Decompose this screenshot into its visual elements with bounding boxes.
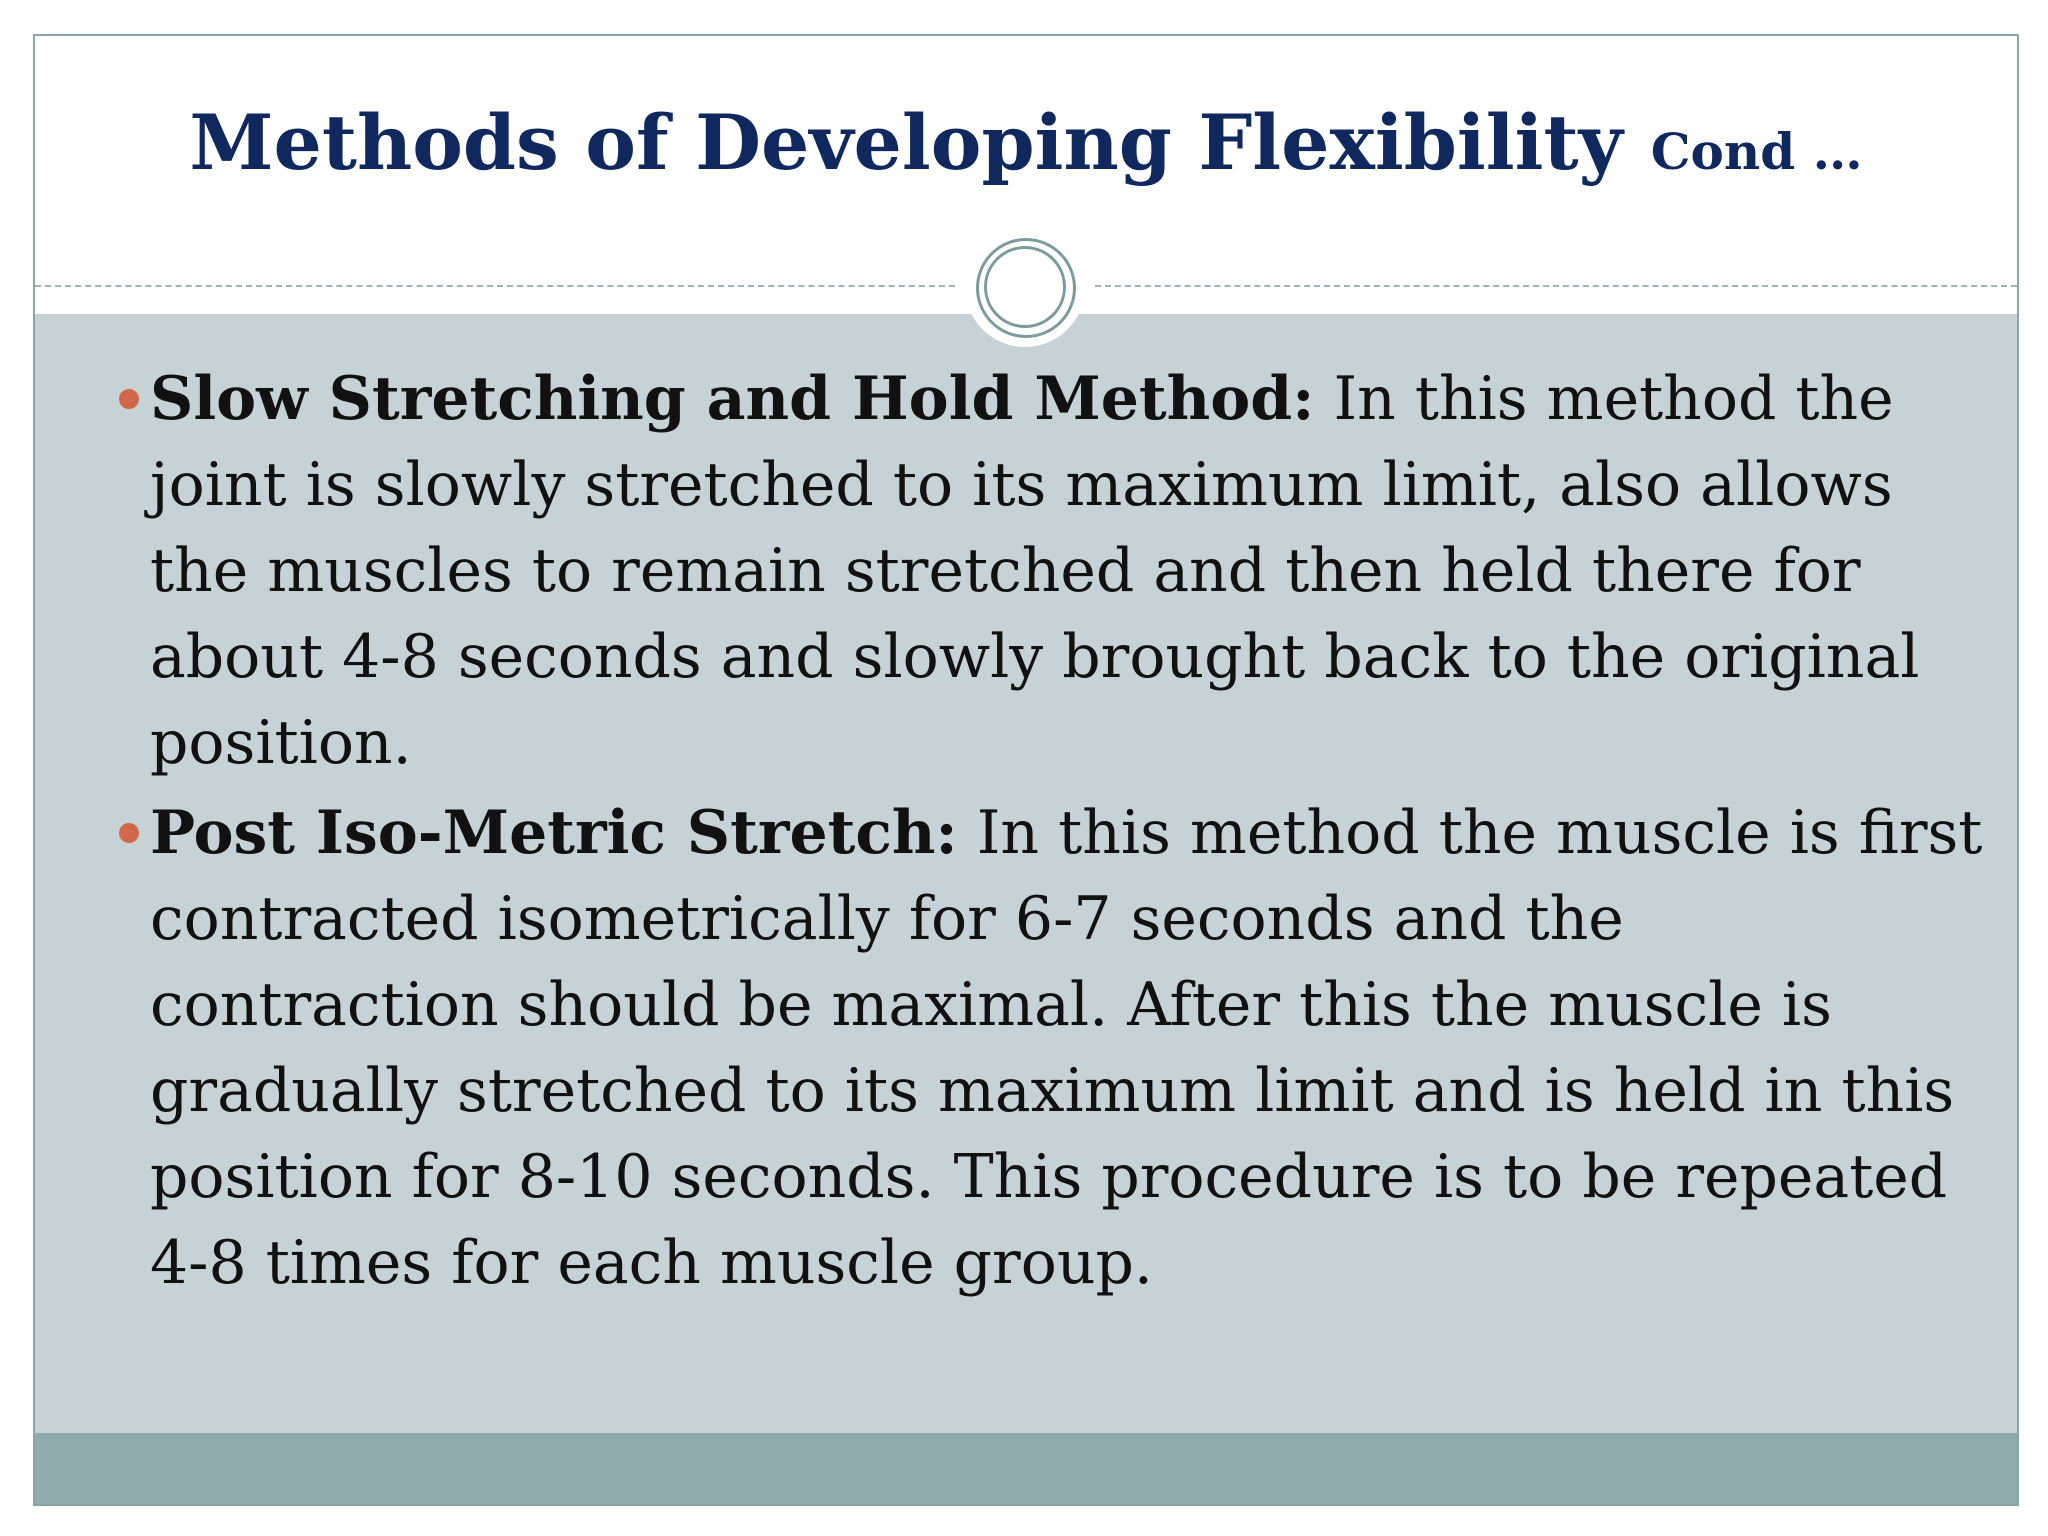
double-ring-circle-icon — [965, 227, 1085, 347]
bullet-term: Post Iso-Metric Stretch: — [150, 798, 958, 868]
bullet-text: In this method the muscle is first contracted isometrically for 6-7 seconds and the contraction should be maximal. After this the muscle is gradually stretched to its maximum limit and is held in this position for 8-10 seconds. This procedure is to be repeated 4-8 times for each muscle group. — [150, 798, 1983, 1298]
slide-title — [35, 98, 2017, 187]
title-divider-left — [35, 285, 955, 287]
bullet-item — [150, 790, 1990, 1306]
bullet-term: Slow Stretching and Hold Method: — [150, 364, 1315, 434]
slide-title-suffix: Cond … — [1650, 122, 1863, 181]
ornament-inner-ring — [984, 246, 1066, 328]
filled-circle-bullet-icon — [119, 823, 139, 843]
footer-band — [35, 1433, 2017, 1504]
slide-title-main: Methods of Developing Flexibility — [189, 98, 1623, 187]
bullet-item — [150, 356, 1990, 786]
slide — [33, 34, 2019, 1506]
title-divider-right — [1095, 285, 2017, 287]
bullet-list — [150, 356, 1990, 1310]
bullet-text: In this method the joint is slowly stretched to its maximum limit, also allows the muscles to remain stretched and then held there for about 4-8 seconds and slowly brought back to the original position. — [150, 364, 1920, 778]
filled-circle-bullet-icon — [119, 389, 139, 409]
